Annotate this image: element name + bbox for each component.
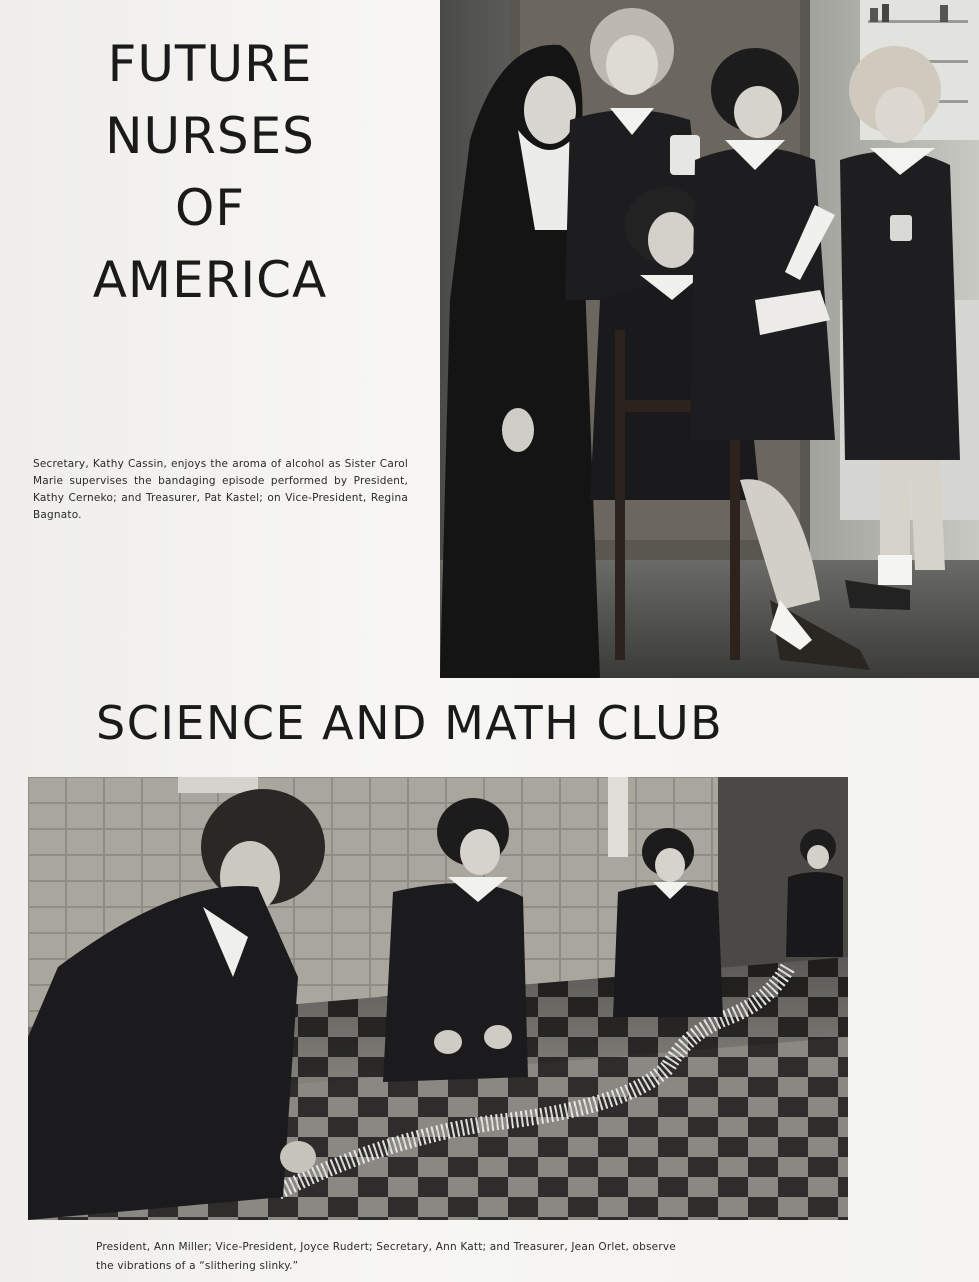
science-club-caption <box>96 1238 796 1276</box>
science-caption-line-1: President, Ann Miller; Vice-President, Joyce Rudert; Secretary, Ann Katt; and Treasurer, Jean Orlet, observe <box>96 1241 676 1253</box>
science-club-title: SCIENCE AND MATH CLUB <box>96 696 724 750</box>
science-caption-line-2: the vibrations of a “slithering slinky.” <box>96 1260 299 1272</box>
nurses-photo-illustration <box>440 0 979 678</box>
nurses-group-photo <box>440 0 979 678</box>
science-club-photo <box>28 777 848 1220</box>
nurses-title <box>60 28 360 316</box>
nurses-title-line-3: OF <box>174 179 246 237</box>
science-photo-illustration <box>28 777 848 1220</box>
nurses-title-line-2: NURSES <box>105 107 315 165</box>
nurses-title-line-4: AMERICA <box>92 251 328 309</box>
nurses-caption: Secretary, Kathy Cassin, enjoys the aroma of alcohol as Sister Carol Marie supervises the bandaging episode performed by President, Kathy Cerneko; and Treasurer, Pat Kastel; on Vice-President, Regina Bagnato. <box>33 457 408 521</box>
nurses-title-line-1: FUTURE <box>107 35 313 93</box>
